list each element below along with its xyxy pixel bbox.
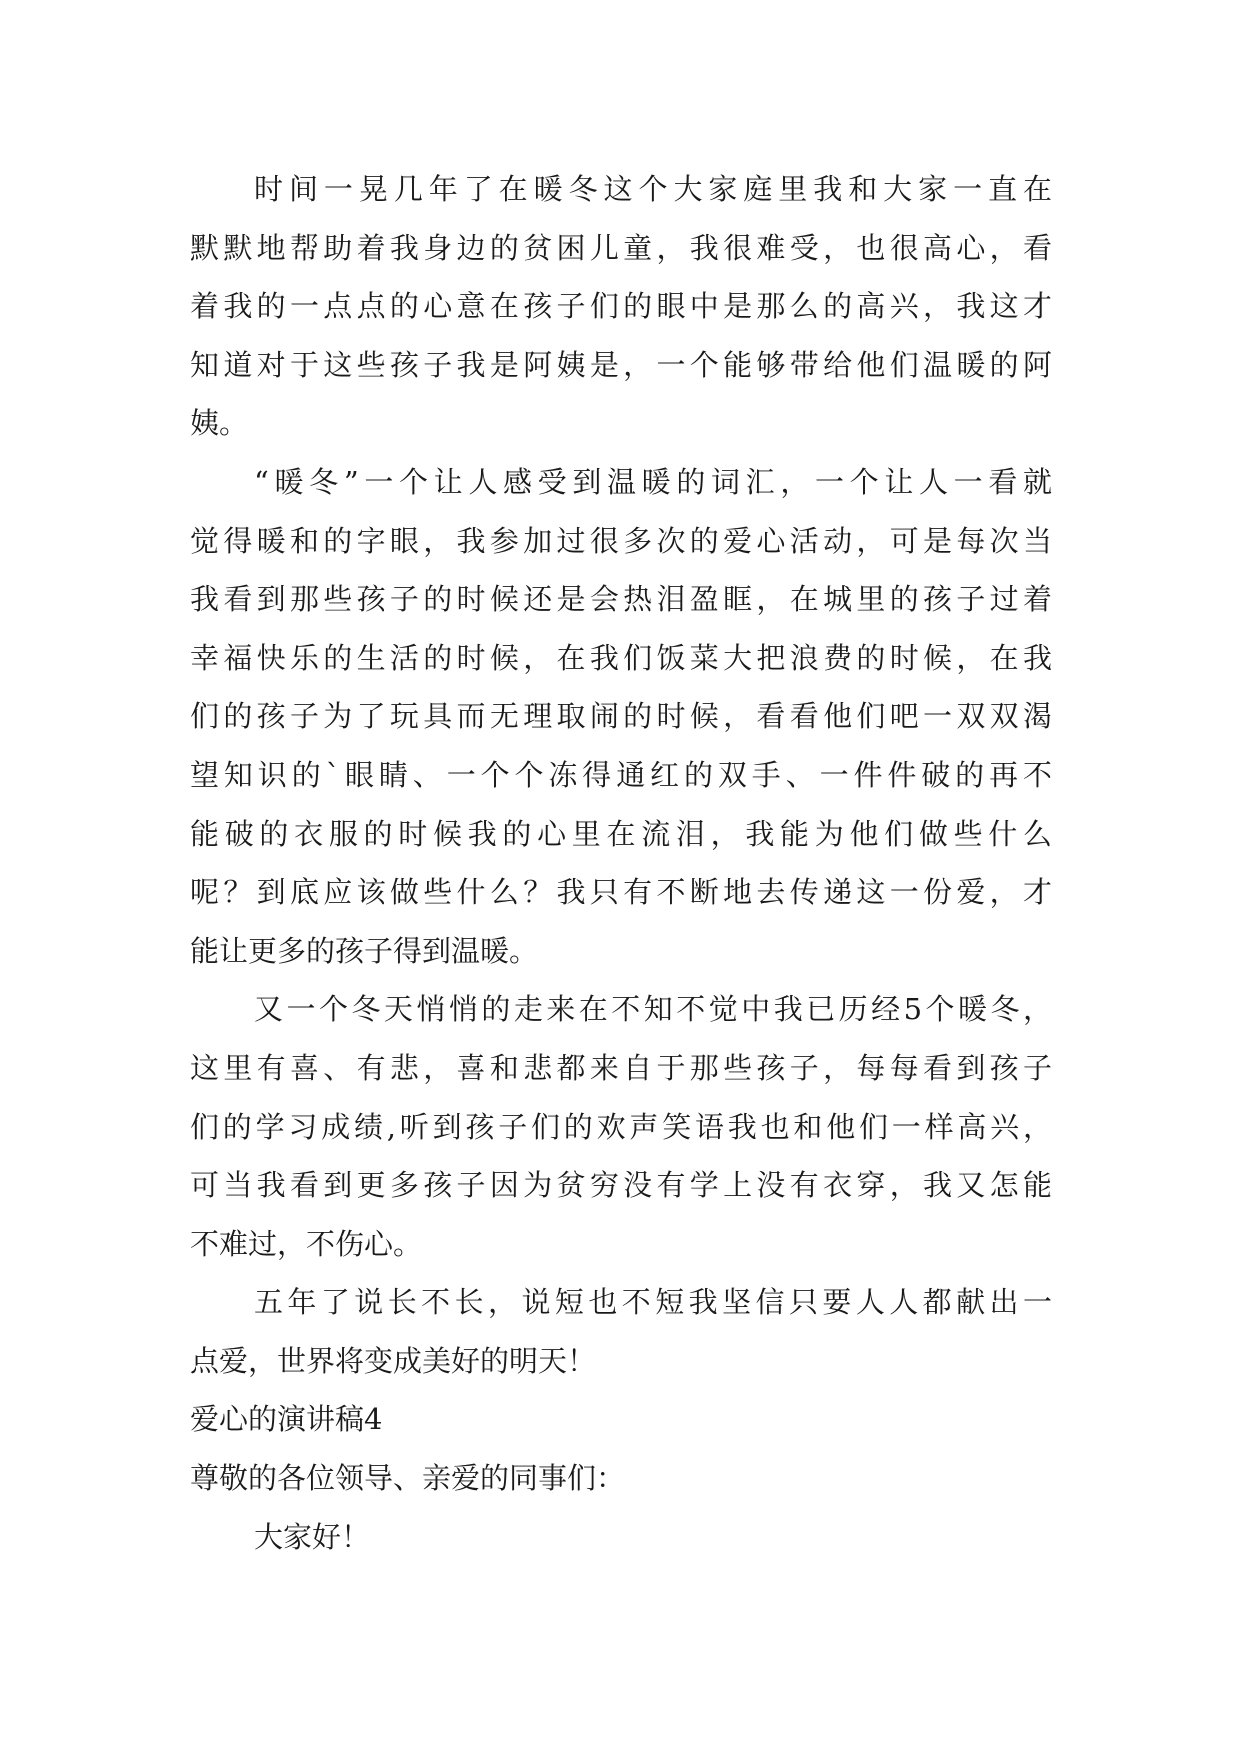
text-line: 着我的一点点的心意在孩子们的眼中是那么的高兴，我这才 [190, 289, 1052, 324]
text-line: 姨。 [190, 406, 249, 441]
paragraph-4 [190, 1273, 1052, 1390]
text-line: 知道对于这些孩子我是阿姨是，一个能够带给他们温暖的阿 [190, 347, 1052, 382]
text-line: 时间一晃几年了在暖冬这个大家庭里我和大家一直在 [254, 172, 1052, 206]
text-line: 们的学习成绩,听到孩子们的欢声笑语我也和他们一样高兴， [190, 1109, 1052, 1144]
text-line: 幸福快乐的生活的时候，在我们饭菜大把浪费的时候，在我 [190, 640, 1052, 675]
document-body [190, 160, 1052, 1566]
text-line: “暖冬”一个让人感受到温暖的词汇，一个让人一看就 [254, 464, 1052, 499]
text-line: 五年了说长不长，说短也不短我坚信只要人人都献出一 [254, 1285, 1052, 1320]
section-heading: 爱心的演讲稿4 [190, 1402, 383, 1437]
text-line: 呢？到底应该做些什么？我只有不断地去传递这一份爱，才 [190, 875, 1052, 910]
text-line: 默默地帮助着我身边的贫困儿童，我很难受，也很高心，看 [190, 230, 1052, 265]
text-line: 这里有喜、有悲，喜和悲都来自于那些孩子，每每看到孩子 [190, 1050, 1052, 1085]
salutation: 尊敬的各位领导、亲爱的同事们： [190, 1461, 626, 1496]
paragraph-2 [190, 453, 1052, 980]
text-line: 们的孩子为了玩具而无理取闹的时候，看看他们吧一双双渴 [190, 699, 1052, 734]
greeting: 大家好！ [254, 1519, 371, 1554]
text-line: 能让更多的孩子得到温暖。 [190, 933, 539, 968]
text-line: 我看到那些孩子的时候还是会热泪盈眶，在城里的孩子过着 [190, 582, 1052, 617]
text-line: 望知识的`眼睛、一个个冻得通红的双手、一件件破的再不 [190, 757, 1052, 792]
paragraph-3 [190, 980, 1052, 1273]
text-line: 能破的衣服的时候我的心里在流泪，我能为他们做些什么 [190, 816, 1052, 851]
text-line: 可当我看到更多孩子因为贫穷没有学上没有衣穿，我又怎能 [190, 1168, 1052, 1203]
text-line: 觉得暖和的字眼，我参加过很多次的爱心活动，可是每次当 [190, 523, 1052, 558]
text-line: 点爱，世界将变成美好的明天！ [190, 1343, 597, 1378]
text-line: 不难过，不伤心。 [190, 1226, 423, 1261]
text-line: 又一个冬天悄悄的走来在不知不觉中我已历经5个暖冬， [254, 992, 1052, 1027]
paragraph-1 [190, 160, 1052, 453]
